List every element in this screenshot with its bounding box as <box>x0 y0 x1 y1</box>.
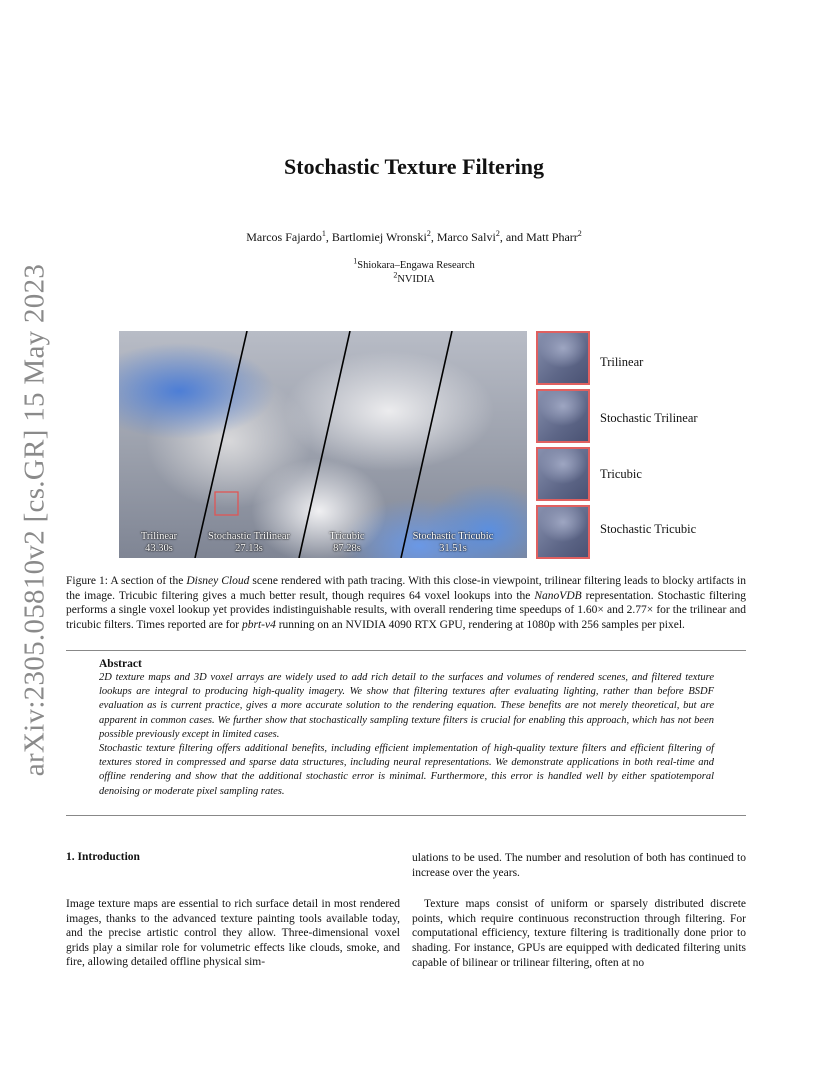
affiliation-name: NVIDIA <box>397 274 435 285</box>
divider-line <box>401 331 452 558</box>
crop-label: Trilinear <box>600 355 644 369</box>
author-affil-mark: 2 <box>426 229 431 238</box>
author-affil-mark: 1 <box>321 229 326 238</box>
teaser-cloud-render <box>119 331 527 558</box>
crop-label: Stochastic Tricubic <box>600 522 697 536</box>
panel-divider-lines <box>119 331 527 558</box>
author-name: Matt Pharr <box>526 230 578 244</box>
affiliation-mark: 2 <box>393 270 398 280</box>
figure-caption: Figure 1: A section of the Disney Cloud scene rendered with path tracing. With this close-in viewpoint, trilinear filtering leads to blocky artifacts in the image. Tricubic filtering gives a much better result, though requires 64 voxel lookups into the NanoVDB representation. Stochastic filtering performs a single voxel lookup yet provides indistinguishable results, with overall rendering time speedups of 1.60× and 2.77× for the trilinear and tricubic filters. Times reported are for pbrt-v4 running on an NVIDIA 4090 RTX GPU, rendering at 1080p with 256 samples per pixel. <box>66 575 746 631</box>
crop-label: Tricubic <box>600 467 642 481</box>
rule-bottom <box>66 815 746 816</box>
panel-label-tricubic: Tricubic 87.28s <box>329 531 365 554</box>
panel-label-stochastic-tricubic: Stochastic Tricubic 31.51s <box>412 531 494 554</box>
affiliation-name: Shiokara–Engawa Research <box>357 260 475 271</box>
author-affil-mark: 2 <box>495 229 500 238</box>
author-list: Marcos Fajardo$^1$, Bartlomiej Wronski$^2$, Marco Salvi$^2$, and Matt Pharr$^2$ <box>246 229 582 244</box>
affiliation <box>0 256 828 271</box>
crop-label: Stochastic Trilinear <box>600 411 698 425</box>
body-para: ulations to be used. The number and resolution of both has continued to increase over the years. <box>412 852 746 879</box>
abstract-para: 2D texture maps and 3D voxel arrays are widely used to add rich detail to the surfaces and volumes of rendered scenes, and filtered texture lookups are integral to producing high-quality imagery. We show that filtering textures after evaluating lighting, rather than before BSDF evaluation as is current practice, gives a more accurate solution to the rendering equation. These benefits are not merely theoretical, but are apparent in common cases. We further show that stochastically sampling texture filters is crucial for enabling this approach, which has not been possible previously except in limited cases. <box>99 672 714 740</box>
body-para: Image texture maps are essential to rich surface detail in most rendered images, thanks to the advanced texture painting tools available today, and the precise artistic control they allow. Three-dimensional voxel grids play a similar role for volumetric effects like clouds, smoke, and fire, allowing detailed offline physical sim- <box>66 898 400 969</box>
left-column <box>66 897 400 970</box>
divider-line <box>299 331 350 558</box>
arxiv-side-stamp <box>15 263 55 777</box>
abstract-para: Stochastic texture filtering offers additional benefits, including efficient implementation of high-quality texture filters and efficient filtering of textures stored in compressed and sparse data structures, including neural representations. We demonstrate applications in both real-time and offline rendering and show that the additional stochastic error is minimal. Furthermore, this error is handled well by either spatiotemporal denoising or moderate pixel sampling rates. <box>99 743 714 797</box>
divider-line <box>195 331 247 558</box>
rule-top <box>66 650 746 651</box>
author-name: Marco Salvi <box>436 230 496 244</box>
crop-stochastic-tricubic <box>536 505 590 559</box>
crop-tricubic <box>536 447 590 501</box>
zoom-region-box <box>215 492 238 515</box>
author-name: Marcos Fajardo <box>246 230 322 244</box>
author-affil-mark: 2 <box>577 229 582 238</box>
crop-trilinear <box>536 331 590 385</box>
section-heading: 1. Introduction <box>66 851 140 863</box>
abstract-text <box>99 671 714 799</box>
right-column <box>412 851 746 970</box>
author-name: Bartlomiej Wronski <box>331 230 427 244</box>
panel-label-stochastic-trilinear: Stochastic Trilinear 27.13s <box>208 531 290 554</box>
affiliation <box>0 270 828 285</box>
paper-title: Stochastic Texture Filtering <box>284 154 544 179</box>
body-para: Texture maps consist of uniform or sparsely distributed discrete points, which require continuous reconstruction through filtering. For computational efficiency, texture filtering is traditionally done prior to shading. For instance, GPUs are equipped with dedicated filtering units capable of bilinear or trilinear filtering, often at no <box>412 898 746 969</box>
abstract-heading: Abstract <box>99 658 142 670</box>
panel-label-trilinear: Trilinear 43.30s <box>140 531 178 554</box>
crop-stochastic-trilinear <box>536 389 590 443</box>
arxiv-stamp-text: arXiv:2305.05810v2 [cs.GR] 15 May 2023 <box>18 263 51 777</box>
affiliation-mark: 1 <box>353 256 358 266</box>
